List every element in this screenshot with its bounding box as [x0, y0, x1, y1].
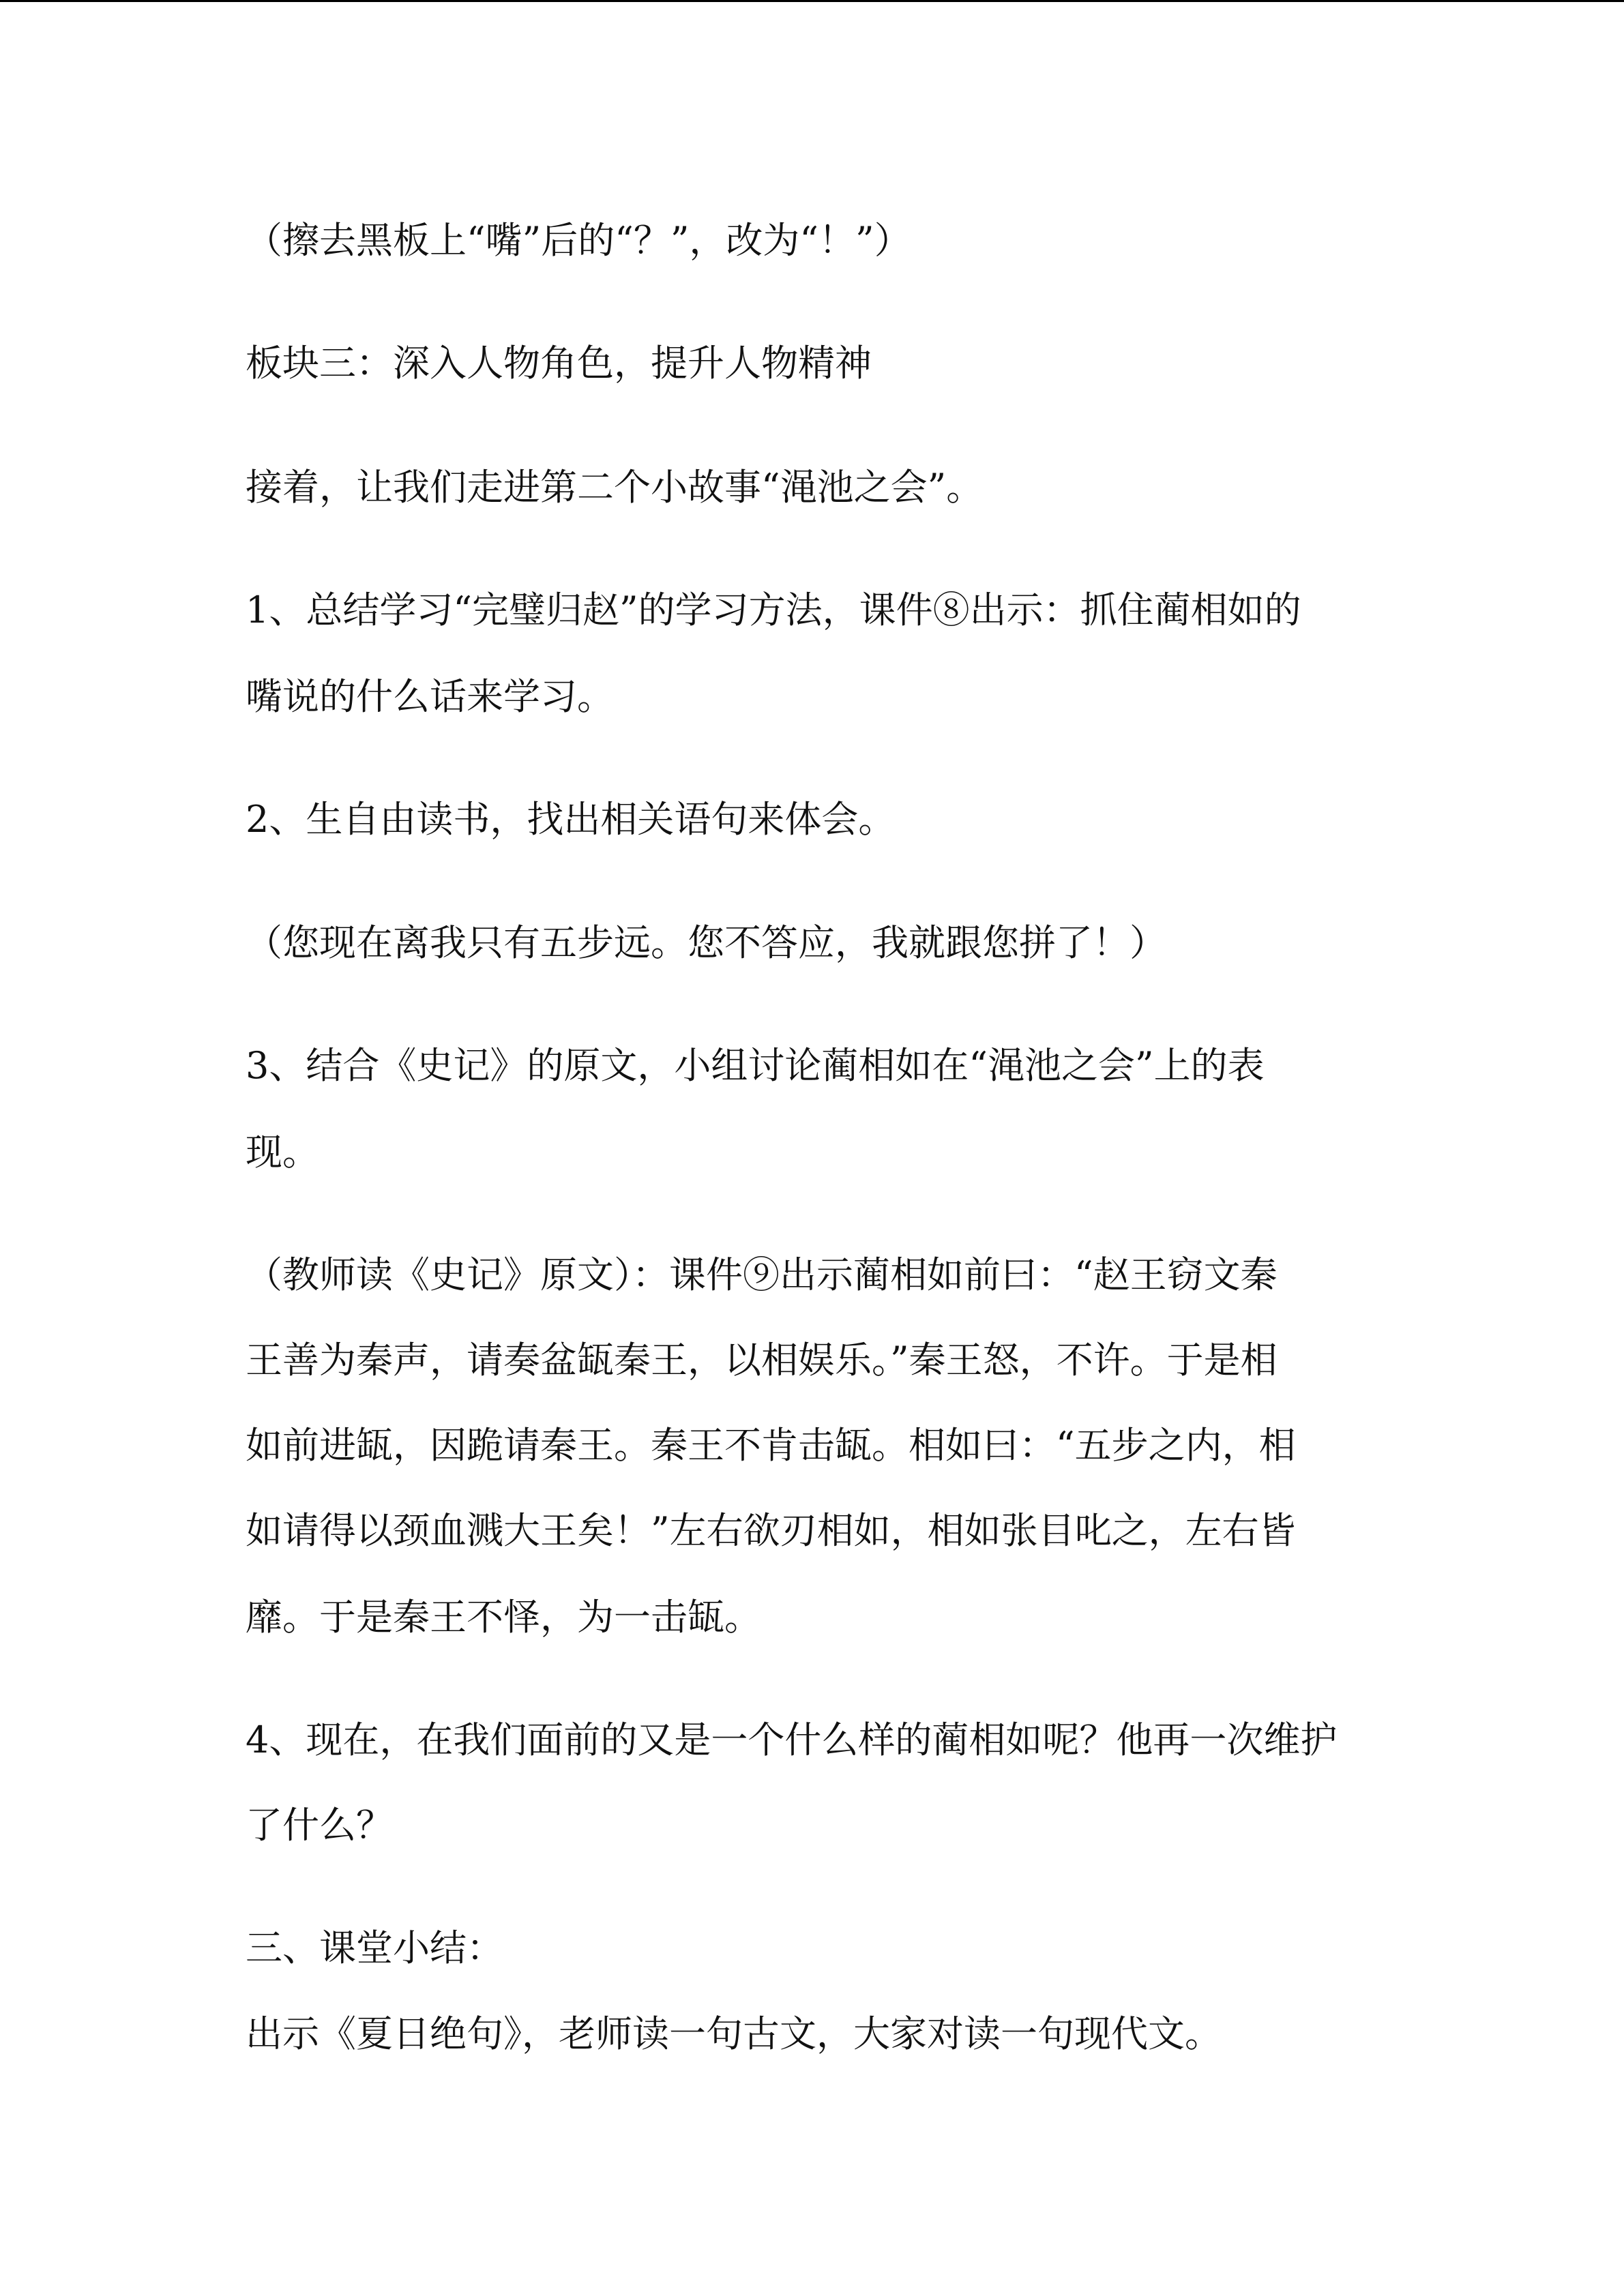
paragraph-line: 出示《夏日绝句》，老师读一句古文，大家对读一句现代文。	[246, 2012, 1222, 2055]
section-heading: 板块三：深入人物角色，提升人物精神	[246, 342, 872, 385]
list-item-line: 了什么？	[246, 1804, 393, 1847]
list-item-line: 1、总结学习“完璧归赵”的学习方法，课件⑧出示：抓住蔺相如的	[246, 588, 1301, 631]
list-item-line: 3、结合《史记》的原文，小组讨论蔺相如在“渑池之会”上的表	[246, 1044, 1265, 1087]
quote-line: 靡。于是秦王不怿，为一击缻。	[246, 1596, 761, 1639]
quote-line: 王善为秦声，请奏盆缻秦王，以相娱乐。”秦王怒，不许。于是相	[246, 1339, 1278, 1382]
list-item-line: 现。	[246, 1131, 319, 1174]
quote-line: 如请得以颈血溅大王矣！”左右欲刃相如，相如张目叱之，左右皆	[246, 1509, 1296, 1552]
paragraph-line: 接着，让我们走进第二个小故事“渑池之会”。	[246, 466, 984, 509]
list-item-line: 嘴说的什么话来学习。	[246, 675, 614, 718]
quote-line: （教师读《史记》原文）：课件⑨出示蔺相如前曰：“赵王窃文秦	[246, 1253, 1278, 1296]
list-item-line: 4、现在，在我们面前的又是一个什么样的蔺相如呢？他再一次维护	[246, 1718, 1338, 1761]
list-item-line: 2、生自由读书，找出相关语句来体会。	[246, 798, 896, 841]
section-heading: 三、课堂小结：	[246, 1926, 503, 1969]
paragraph-line: （擦去黑板上“嘴”后的“？”，改为“！”）	[246, 219, 911, 262]
quote-line: 如前进缻，因跪请秦王。秦王不肯击缻。相如曰：“五步之内，相	[246, 1424, 1296, 1467]
paragraph-line: （您现在离我只有五步远。您不答应，我就跟您拼了！）	[246, 921, 1166, 964]
